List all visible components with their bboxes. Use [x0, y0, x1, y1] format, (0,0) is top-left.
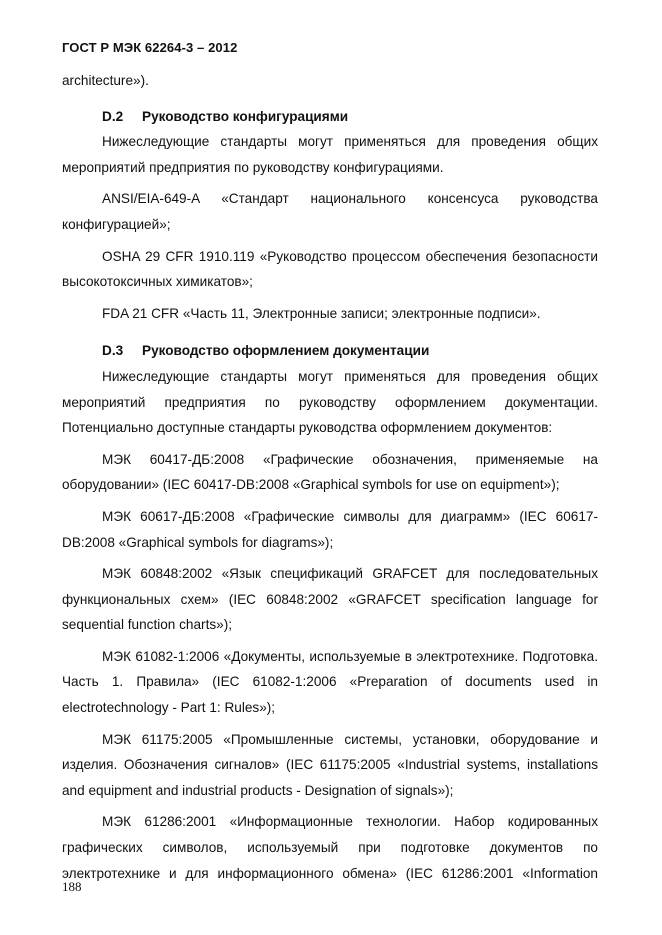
section-heading-d3	[62, 338, 598, 364]
paragraph-standard: МЭК 61286:2001 «Информационные технологии. Набор кодированных графических символов, используемый при подготовке документов по электротехнике и для информационного обмена» (IEC 61286:2001 «Information	[62, 814, 598, 881]
section-number: D.2	[102, 108, 124, 124]
paragraph-standard: МЭК 60617-ДБ:2008 «Графические символы для диаграмм» (IEC 60617-DB:2008 «Graphical symbols for diagrams»);	[62, 508, 598, 550]
paragraph-standard: МЭК 60417-ДБ:2008 «Графические обозначения, применяемые на оборудовании» (IEC 60417-DB:2008 «Graphical symbols for use on equipment»);	[62, 451, 598, 493]
section-heading-d2	[62, 104, 598, 130]
continuation-text: architecture»).	[62, 73, 149, 88]
paragraph-standard: OSHA 29 CFR 1910.119 «Руководство процессом обеспечения безопасности высокотоксичных химикатов»;	[62, 248, 598, 290]
document-body	[62, 68, 598, 886]
paragraph-d3-intro: Нижеследующие стандарты могут применяться для проведения общих мероприятий предприятия по руководству оформлением документации. Потенциально доступные стандарты руководства оформлением документов:	[62, 368, 598, 436]
paragraph-standard: МЭК 61175:2005 «Промышленные системы, установки, оборудование и изделия. Обозначения сигналов» (IEC 61175:2005 «Industrial systems, installations and equipment and industrial products - Designation of signals»);	[62, 731, 598, 798]
paragraph-standard: МЭК 61082-1:2006 «Документы, используемые в электротехнике. Подготовка. Часть 1. Правила» (IEC 61082-1:2006 «Preparation of documents used in electrotechnology - Part 1: Rules»);	[62, 648, 598, 716]
document-header: ГОСТ Р МЭК 62264-3 – 2012	[62, 40, 238, 55]
section-title: Руководство конфигурациями	[142, 108, 349, 124]
paragraph-standard: FDA 21 CFR «Часть 11, Электронные записи; электронные подписи».	[102, 305, 541, 321]
paragraph-d2-intro: Нижеследующие стандарты могут применяться для проведения общих мероприятий предприятия по руководству конфигурациями.	[62, 134, 598, 175]
section-number: D.3	[102, 343, 124, 359]
paragraph-standard: ANSI/EIA-649-A «Стандарт национального консенсуса руководства конфигурацией»;	[62, 191, 598, 232]
page-number: 188	[62, 879, 82, 894]
paragraph-standard: МЭК 60848:2002 «Язык спецификаций GRAFCET для последовательных функциональных схем» (IEC 60848:2002 «GRAFCET specification language for sequential function charts»);	[62, 566, 598, 633]
section-title: Руководство оформлением документации	[142, 343, 430, 359]
